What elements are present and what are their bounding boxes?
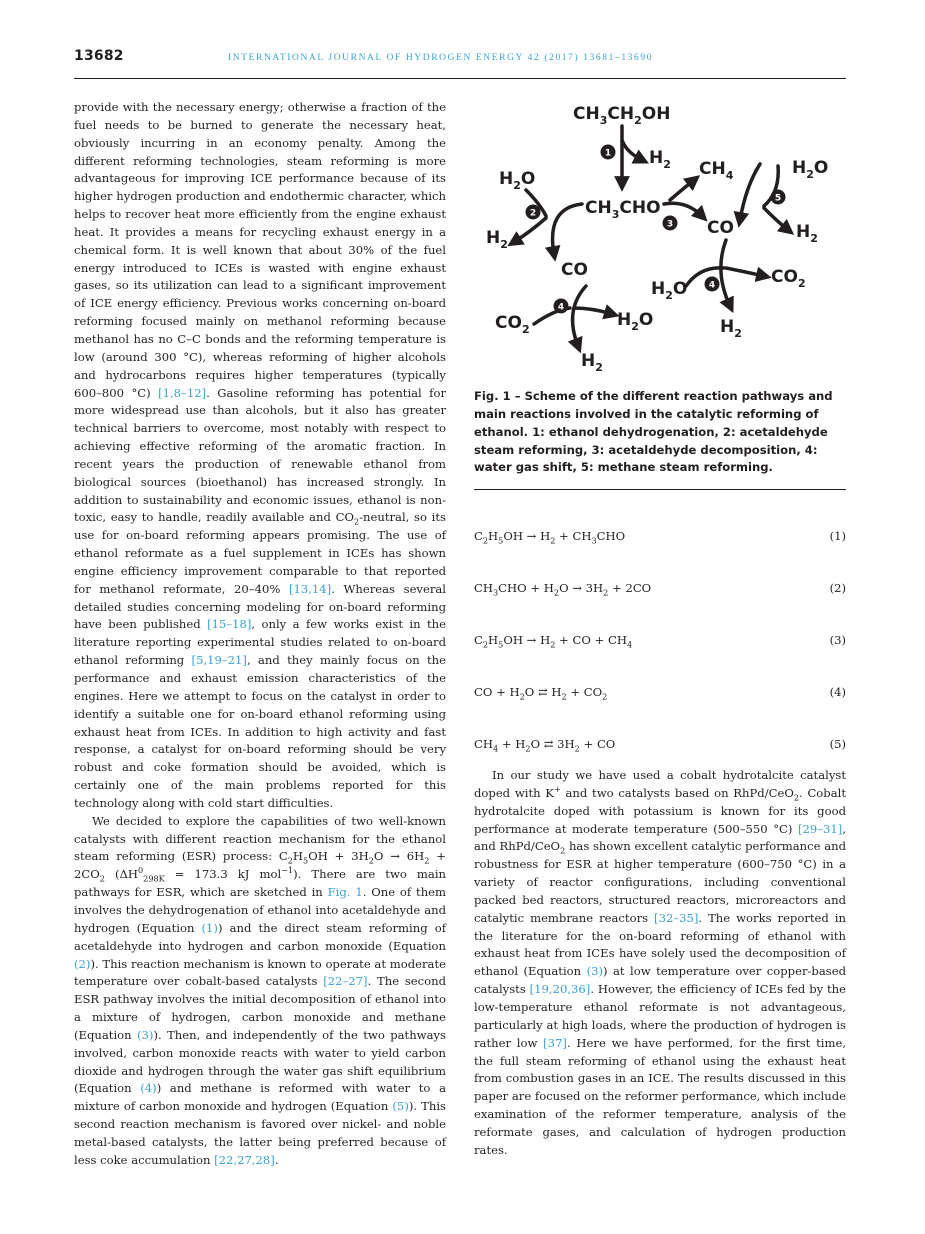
citation-link[interactable]: [5,19–21] xyxy=(191,653,247,668)
reaction-arrow xyxy=(740,164,760,220)
reaction-arrow xyxy=(573,286,586,346)
h2o-label: $H_2O$ xyxy=(651,279,688,302)
reaction-arrow xyxy=(514,218,546,242)
step-badge xyxy=(554,299,569,314)
step-badge xyxy=(771,190,786,205)
h2-label: $H_2$ xyxy=(486,228,508,251)
h2o-label: $H_2O$ xyxy=(792,158,829,181)
acetaldehyde-label: $CH_3CHO$ xyxy=(585,198,661,221)
h2-label: $H_2$ xyxy=(796,222,818,245)
equation-number: (5) xyxy=(829,737,846,751)
equation-link[interactable]: (1) xyxy=(201,920,218,935)
reaction-scheme-figure xyxy=(474,96,846,381)
equation-number: (2) xyxy=(829,581,846,595)
svg-text:1: 1 xyxy=(604,148,612,159)
caption-rule xyxy=(474,489,846,490)
reaction-arrow xyxy=(574,308,612,314)
equation-expression: CO + $H_2O$ ⇄ $H_2 + CO_2$ xyxy=(474,685,608,702)
reaction-arrow xyxy=(721,240,730,306)
svg-text:3: 3 xyxy=(666,219,674,230)
equation-expression: $C_2H_5OH \to H_2$ + CO + $CH_4$ xyxy=(474,633,633,650)
equation xyxy=(474,735,846,753)
equation xyxy=(474,683,846,701)
citation-link[interactable]: [15–18] xyxy=(207,617,252,632)
equation xyxy=(474,631,846,649)
reaction-arrow xyxy=(553,204,582,254)
equation-link[interactable]: (4) xyxy=(140,1081,157,1096)
co2-label: $CO_2$ xyxy=(771,267,806,290)
citation-link[interactable]: [22,27,28] xyxy=(214,1152,275,1167)
equation-expression: $CH_4 + H_2O$ ⇄ $3H_2$ + CO xyxy=(474,737,616,754)
equation-link[interactable]: (3) xyxy=(586,964,604,979)
step-badge xyxy=(705,277,720,292)
svg-text:5: 5 xyxy=(774,193,782,204)
equation-number: (3) xyxy=(829,633,846,647)
running-head: INTERNATIONAL JOURNAL OF HYDROGEN ENERGY 42 (2017) 13681–13690 xyxy=(228,53,654,63)
reaction-arrow xyxy=(726,268,764,276)
citation-link[interactable]: [22–27] xyxy=(323,974,368,989)
equation-number: (1) xyxy=(829,529,846,543)
ethanol-label: $CH_3CH_2OH$ xyxy=(573,104,671,127)
h2-label: $H_2$ xyxy=(581,351,603,374)
left-column xyxy=(74,99,446,1170)
h2-label: $H_2$ xyxy=(720,317,742,340)
h2o-label: $H_2O$ xyxy=(617,310,654,333)
page-number: 13682 xyxy=(74,48,124,64)
citation-link[interactable]: [19,20,36] xyxy=(529,982,591,997)
figure-caption: Fig. 1 – Scheme of the different reaction pathways and main reactions involved in the catalytic reforming of ethanol. 1: ethanol dehydrogenation, 2: acetaldehyde steam reforming, 3: acetaldehyde decomposition, 4: water gas shift, 5: methane steam reforming. xyxy=(474,389,833,475)
svg-text:4: 4 xyxy=(708,280,716,291)
reaction-arrow xyxy=(622,140,642,160)
citation-link[interactable]: [1,8–12] xyxy=(158,385,207,400)
equation-link[interactable]: (3) xyxy=(137,1027,154,1042)
equation xyxy=(474,579,846,597)
citation-link[interactable]: [37] xyxy=(543,1035,567,1050)
equation-number: (4) xyxy=(829,685,846,699)
co-label: CO xyxy=(561,260,588,280)
equation-expression: $C_2H_5OH \to H_2 + CH_3CHO$ xyxy=(474,529,626,546)
equation-link[interactable]: (2) xyxy=(74,956,91,971)
header-rule xyxy=(74,78,846,79)
co-label: CO xyxy=(707,218,734,238)
step-badge xyxy=(526,205,541,220)
svg-text:2: 2 xyxy=(529,208,537,219)
equation-link[interactable]: (5) xyxy=(392,1099,409,1114)
step-badge xyxy=(601,145,616,160)
reaction-arrow xyxy=(670,180,694,200)
h2o-label: $H_2O$ xyxy=(499,169,536,192)
citation-link[interactable]: [13,14] xyxy=(288,581,332,596)
equation-expression: $CH_3CHO + H_2O \to 3H_2 + 2CO$ xyxy=(474,581,652,598)
equation xyxy=(474,527,846,545)
reaction-arrow xyxy=(764,208,788,230)
figure-link[interactable]: Fig. 1 xyxy=(327,885,363,900)
citation-link[interactable]: [32–35] xyxy=(654,910,699,925)
ch4-label: $CH_4$ xyxy=(699,159,734,182)
step-badge xyxy=(663,216,678,231)
paragraph: In our study we have used a cobalt hydrotalcite catalyst doped with K+ and two catalysts based on RhPd/CeO$_2$. Cobalt hydrotalcite doped with potassium is known for its good performance at moderate temperature (500–550 °C) [29–31], and RhPd/CeO$_2$ has shown excellent catalytic performance and robustness for ESR at higher temperature (600–750 °C) in a variety of reactor configurations, including conventional packed bed reactors, structured reactors, microreactors and catalytic membrane reactors [32–35]. The works reported in the literature for the on-board reforming of ethanol with exhaust heat from ICEs have solely used the decomposition of ethanol (Equation (3)) at low temperature over copper-based catalysts [19,20,36]. However, the efficiency of ICEs fed by the low-temperature ethanol reformate is not advantageous, particularly at high loads, where the production of hydrogen is rather low [37]. Here we have performed, for the first time, the full steam reforming of ethanol using the exhaust heat from combustion gases in an ICE. The results discussed in this paper are focused on the reformer performance, which include examination of the reformer temperature, analysis of the reformate gases, and calculation of hydrogen production rates. xyxy=(474,768,847,1157)
paragraph: We decided to explore the capabilities of two well-known catalysts with different reaction mechanism for the ethanol steam reforming (ESR) process: $C_2H_5OH + 3H_2O \to 6H_2 + 2CO_2$ ($\Delta H^0_{298K} = 173.3$ kJ mol$^{-1}$). There are two main pathways for ESR, which are sketched in Fig. 1. One of them involves the dehydrogenation of ethanol into acetaldehyde and hydrogen (Equation (1)) and the direct steam reforming of acetaldehyde into hydrogen and carbon monoxide (Equation (2)). This reaction mechanism is known to operate at moderate temperature over cobalt-based catalysts [22–27]. The second ESR pathway involves the initial decomposition of ethanol into a mixture of hydrogen, carbon monoxide and methane (Equation (3)). Then, and independently of the two pathways involved, carbon monoxide reacts with water to yield carbon dioxide and hydrogen through the water gas shift equilibrium (Equation (4)) and methane is reformed with water to a mixture of carbon monoxide and hydrogen (Equation (5)). This second reaction mechanism is favored over nickel- and noble metal-based catalysts, the latter being preferred because of less coke accumulation [22,27,28]. xyxy=(74,813,447,1167)
h2-product-label: $H_2$ xyxy=(649,148,671,171)
citation-link[interactable]: [29–31] xyxy=(797,821,843,836)
svg-text:4: 4 xyxy=(557,302,565,313)
reaction-arrow xyxy=(664,203,702,216)
right-column xyxy=(474,767,846,1160)
paragraph: provide with the necessary energy; otherwise a fraction of the fuel needs to be burned to generate the necessary heat, obviously incurring in an economy penalty. Among the different reforming technologies, steam reforming is more advantageous for improving ICE performance because of its higher hydrogen production and endothermic character, which helps to recover heat more efficiently from the engine exhaust heat. It provides a means for recycling exhaust energy in a chemical form. It is well known that about 30% of the fuel energy introduced to ICEs is wasted with engine exhaust gases, so its utilization can lead to a significant improvement of ICE energy efficiency. Previous works concerning on-board reforming focused mainly on methanol reforming because methanol has no C–C bonds and the reforming temperature is low (around 300 °C), whereas reforming of higher alcohols and hydrocarbons requires higher temperatures (typically 600–800 °C) [1,8–12]. Gasoline reforming has potential for more widespread use than alcohols, but it also has greater technical barriers to overcome, most notably with respect to achieving effective reforming of the aromatic fraction. In recent years the production of renewable ethanol from biological sources (bioethanol) has increased strongly. In addition to sustainability and economic issues, ethanol is non-toxic, easy to handle, readily available and $CO_2$-neutral, so its use for on-board reforming appears promising. The use of ethanol reformate as a fuel supplement in ICEs has shown engine efficiency improvement comparable to that reported for methanol reformate, 20–40% [13,14]. Whereas several detailed studies concerning modeling for on-board reforming have been published [15–18], only a few works exist in the literature reporting experimental studies related to on-board ethanol reforming [5,19–21], and they mainly focus on the performance and exhaust emission characteristics of the engines. Here we attempt to focus on the catalyst in order to identify a suitable one for on-board ethanol reforming using exhaust heat from ICEs. In addition to high activity and fast response, a catalyst for on-board reforming should be very robust and coke formation should be avoided, which is certainly one of the main problems reported for this technology along with cold start difficulties. xyxy=(74,100,447,810)
co2-label: $CO_2$ xyxy=(495,313,530,336)
